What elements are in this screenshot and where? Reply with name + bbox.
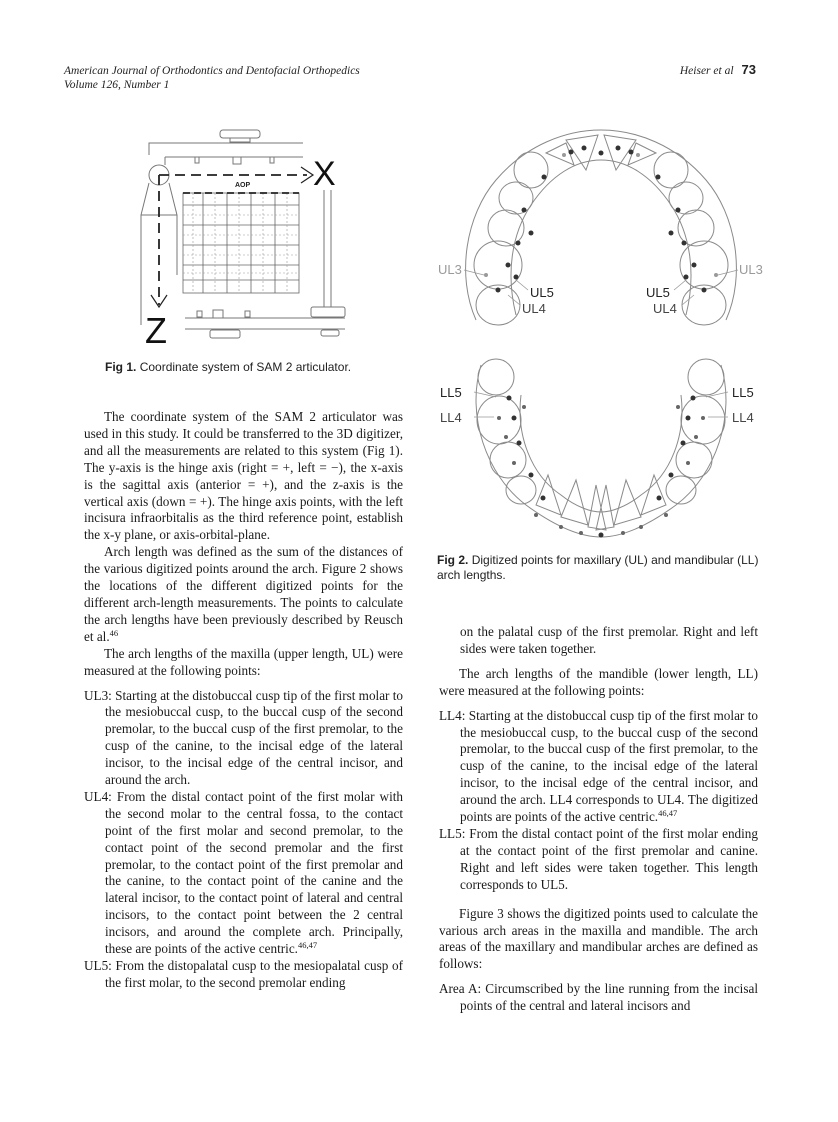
definition-ul5-start: UL5: From the distopalatal cusp to the mesiopalatal cusp of the first molar, to the second premolar ending xyxy=(84,958,403,990)
z-axis-label: Z xyxy=(145,310,167,345)
definition-ul4-text: UL4: From the distal contact point of the first molar with the second molar to the central fossa, to the contact point of the first molar and second premolar, to the contact point of the second premolar and the first premolar, to the contact point of the first premolar and the canine, to the contact point of the canine and the lateral incisor, to the contact point of lateral and central incisors, to the contact point between the 2 central incisors, and around the complete arch. Principally, these are points of the active centric. xyxy=(84,788,403,957)
label-ul4-left: UL4 xyxy=(522,301,546,316)
journal-title: American Journal of Orthodontics and Dentofacial Orthopedics xyxy=(64,65,360,77)
label-ll4-right: LL4 xyxy=(732,410,754,425)
figure-2-lower-arch xyxy=(436,355,766,540)
figure-2-upper-arch xyxy=(436,125,766,340)
definition-ul4 xyxy=(84,789,403,958)
left-column xyxy=(84,409,403,992)
figure-1-diagram xyxy=(135,125,360,345)
label-ul5-left: UL5 xyxy=(530,285,554,300)
definition-ll4-text: LL4: Starting at the distobuccal cusp tip of the first molar to the mesiobuccal cusp, to the buccal cusp of the second premolar, to the buccal cusp of the first premolar, to the cusp of the canine, to the incisal edge of the lateral incisor, to the incisal edge of the central incisor, and around the arch. LL4 corresponds to UL4. The digitized points are points of the active centric. xyxy=(439,707,758,825)
label-ll5-right: LL5 xyxy=(732,385,754,400)
x-axis-label: X xyxy=(313,155,336,193)
right-column xyxy=(439,624,758,1015)
definition-area-a: Area A: Circumscribed by the line running from the incisal points of the central and lateral incisors and xyxy=(439,981,758,1014)
figure-2-caption-text: Digitized points for maxillary (UL) and mandibular (LL) arch lengths. xyxy=(437,553,759,582)
definition-ul5-end: on the palatal cusp of the first premolar. Right and left sides were taken together. xyxy=(460,624,758,656)
author-names: Heiser et al xyxy=(679,65,734,77)
citation: 46 xyxy=(109,627,119,638)
label-ul4-right: UL4 xyxy=(653,301,677,316)
aop-label: AOP xyxy=(235,182,251,189)
figure-2-caption xyxy=(437,553,762,583)
paragraph-figure-3: Figure 3 shows the digitized points used to calculate the various arch areas in the maxilla and mandible. The arch areas of the maxillary and mandibular arches are defined as follows: xyxy=(439,905,758,972)
figure-2-label: Fig 2. xyxy=(437,553,469,567)
label-ll4-left: LL4 xyxy=(440,410,462,425)
label-ll5-left: LL5 xyxy=(440,385,462,400)
page-number: 73 xyxy=(741,62,756,77)
paragraph-arch-length xyxy=(84,544,403,645)
paragraph-mandible-intro: The arch lengths of the mandible (lower length, LL) were measured at the following points: xyxy=(439,665,758,698)
figure-1-caption-text: Coordinate system of SAM 2 articulator. xyxy=(139,360,352,374)
label-ul3-left: UL3 xyxy=(438,262,462,277)
running-header-right xyxy=(680,63,756,78)
label-ul5-right: UL5 xyxy=(646,285,670,300)
figure-1-label: Fig 1. xyxy=(105,360,137,374)
paragraph-arch-length-text: Arch length was defined as the sum of the distances of the various digitized points around the arch. Figure 2 shows the locations of the different digitized points for the different arch-length measurements. The points to calculate the arch lengths have been previously described by Reusch et al. xyxy=(84,544,403,644)
journal-volume: Volume 126, Number 1 xyxy=(64,79,170,91)
paragraph-maxilla-intro: The arch lengths of the maxilla (upper length, UL) were measured at the following points: xyxy=(84,645,403,678)
citation: 46,47 xyxy=(658,808,678,819)
running-header-left xyxy=(64,64,360,92)
definition-ul3: UL3: Starting at the distobuccal cusp tip of the first molar to the mesiobuccal cusp, to the buccal cusp of the second premolar, to the buccal cusp of the first premolar, to the cusp of the canine, to the incisal edge of the lateral incisor, to the incisal edge of the central incisor, and around the arch. xyxy=(84,687,403,788)
figure-1-caption xyxy=(105,360,405,375)
label-ul3-right: UL3 xyxy=(739,262,763,277)
definition-ll4 xyxy=(439,708,758,826)
definition-ll5: LL5: From the distal contact point of the first molar ending at the contact point of the first premolar and canine. Right and left sides were taken together. This length corresponds to UL5. xyxy=(439,825,758,892)
citation: 46,47 xyxy=(297,940,318,951)
paragraph-coordinate-system: The coordinate system of the SAM 2 articulator was used in this study. It could be transferred to the 3D digitizer, and all the measurements are related to this system (Fig 1). The y-axis is the hinge axis (right = +, left = −), the x-axis is the sagittal axis (anterior = +), and the z-axis is the vertical axis (down = +). The hinge axis points, with the left incisura infraorbitalis as the third reference point, establish the x-y plane, or axis-orbital-plane. xyxy=(84,409,403,543)
